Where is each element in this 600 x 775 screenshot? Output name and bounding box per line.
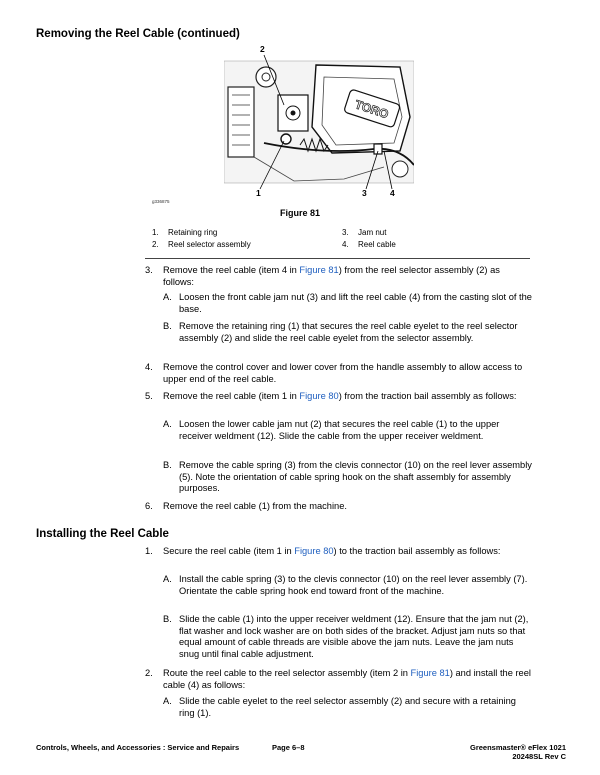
callout-2: 2 [260, 44, 265, 54]
reel-cable-drawing [224, 47, 414, 197]
figure-80-link[interactable]: Figure 80 [294, 546, 334, 556]
legend-item: 4. Reel cable [342, 240, 396, 249]
figure-80-link[interactable]: Figure 80 [299, 391, 339, 401]
legend-item: 2. Reel selector assembly [152, 240, 251, 249]
figure-image-id: g336875 [152, 199, 170, 204]
section-heading: Removing the Reel Cable (continued) [36, 28, 240, 40]
footer-product: Greensmaster® eFlex 1021 20248SL Rev C [469, 743, 566, 761]
legend-divider [145, 258, 530, 259]
callout-1: 1 [256, 188, 261, 198]
figure-81-illustration [224, 44, 414, 198]
logo-plate-text: TORO [353, 97, 391, 122]
footer-page-number: Page 6–8 [272, 743, 305, 752]
figure-caption: Figure 81 [279, 208, 320, 218]
figure-81-link[interactable]: Figure 81 [299, 265, 339, 275]
legend-item: 1. Retaining ring [152, 228, 218, 237]
figure-legend-left [152, 227, 251, 251]
footer-section-title: Controls, Wheels, and Accessories : Service and Repairs [36, 743, 240, 752]
callout-3: 3 [362, 188, 367, 198]
figure-legend-right [342, 227, 396, 251]
legend-item: 3. Jam nut [342, 228, 387, 237]
figure-81-link[interactable]: Figure 81 [410, 668, 450, 678]
section-heading-installing: Installing the Reel Cable [36, 528, 169, 540]
callout-4: 4 [390, 188, 395, 198]
